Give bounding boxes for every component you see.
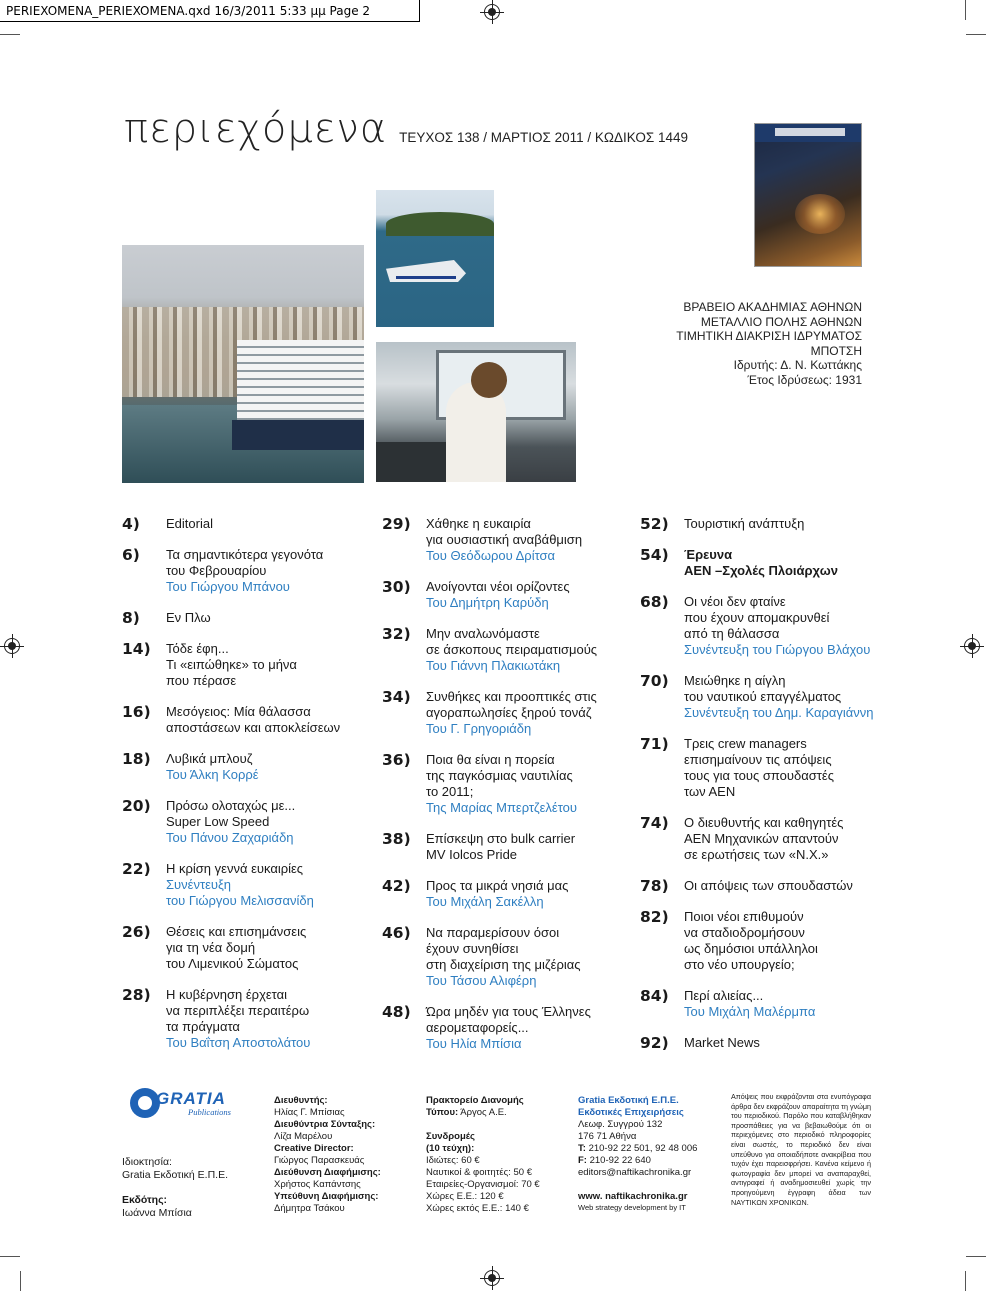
toc-page-number: 14) <box>122 640 151 658</box>
gratia-logo <box>130 1088 234 1122</box>
toc-entry[interactable] <box>122 751 340 783</box>
toc-title: Μην αναλωνόμαστε σε άσκοπους πειραματισμούς <box>426 626 598 657</box>
toc-entry[interactable] <box>122 610 340 626</box>
file-slug: PERIEXOMENA_PERIEXOMENA.qxd 16/3/2011 5:33 μμ Page 2 <box>0 0 420 22</box>
toc-title: Οι απόψεις των σπουδαστών <box>684 878 853 893</box>
toc-page-number: 54) <box>640 546 669 564</box>
toc-title: Market News <box>684 1035 760 1050</box>
toc-page-number: 70) <box>640 672 669 690</box>
toc-author: Του Μιχάλη Μαλέρμπα <box>684 1004 816 1019</box>
toc-entry[interactable] <box>122 704 340 736</box>
founder-line: Ιδρυτής: Δ. Ν. Κωττάκης <box>733 358 862 372</box>
toc-title: Περί αλιείας... <box>684 988 764 1003</box>
toc-page-number: 68) <box>640 593 669 611</box>
award-line: ΤΙΜΗΤΙΚΗ ΔΙΑΚΡΙΣΗ ΙΔΡΥΜΑΤΟΣ <box>676 329 862 343</box>
toc-title: Μειώθηκε η αίγλη του ναυτικού επαγγέλματος <box>684 673 842 704</box>
toc-entry[interactable] <box>382 1004 597 1052</box>
crop-mark <box>0 34 20 35</box>
toc-entry[interactable] <box>640 516 874 532</box>
toc-author: Του Πάνου Ζαχαριάδη <box>166 830 294 845</box>
toc-title: Προς τα μικρά νησιά μας <box>426 878 569 893</box>
disclaimer-text: Απόψεις που εκφράζονται στα ενυπόγραφα άρθρα δεν εκφράζουν απαραίτητα τη γνώμη του περιοδικού. Παρόλο που καταβλήθηκαν προσπάθειες για να βεβαιωθούμε ότι οι περιεχόμενες στο περιοδικό πληροφορίες είναι σωστές, το περιοδικό δεν είναι υπεύθυνο για οποιαδήποτε ανακρίβεια που τυχόν έχει παρεισφρήσει. Κανένα κείμενο ή φωτογραφία δεν μπορεί να αναπαραχθεί, αντιγραφεί ή αναδημοσιευθεί χωρίς την προηγούμενη έγγραφη άδεια των ΝΑΥΤΙΚΩΝ ΧΡΟΝΙΚΩΝ. <box>731 1092 871 1207</box>
staff-value: Γιώργος Παρασκευάς <box>274 1155 365 1166</box>
toc-page-number: 74) <box>640 814 669 832</box>
toc-title: Τόδε έφη... Τι «ειπώθηκε» το μήνα που πέρασε <box>166 641 297 688</box>
toc-page-number: 29) <box>382 515 411 533</box>
toc-entry[interactable] <box>640 736 874 800</box>
toc-author: Του Ηλία Μπίσια <box>426 1036 522 1051</box>
toc-entry[interactable] <box>640 878 874 894</box>
toc-author: Της Μαρίας Μπερτζελέτου <box>426 800 577 815</box>
toc-page-number: 26) <box>122 923 151 941</box>
toc-page-number: 84) <box>640 987 669 1005</box>
issue-info: ΤΕΥΧΟΣ 138 / ΜΑΡΤΙΟΣ 2011 / ΚΩΔΙΚΟΣ 1449 <box>399 130 688 145</box>
company-address: Λεωφ. Συγγρού 132 <box>578 1119 663 1130</box>
toc-entry[interactable] <box>640 547 874 579</box>
toc-column-2 <box>382 516 597 1067</box>
toc-entry[interactable] <box>382 626 597 674</box>
crop-mark <box>966 1256 986 1257</box>
award-line: ΜΠΟΤΣΗ <box>810 343 862 358</box>
toc-title: Η κρίση γεννά ευκαιρίες <box>166 861 304 876</box>
masthead <box>124 106 688 152</box>
crop-mark <box>965 1271 966 1291</box>
toc-title: Πρόσω ολοταχώς με... Super Low Speed <box>166 798 296 829</box>
toc-title: Να παραμερίσουν όσοι έχουν συνηθίσει στη διαχείριση της μιζέριας <box>426 925 581 972</box>
toc-page-number: 34) <box>382 688 411 706</box>
toc-page-number: 4) <box>122 515 140 533</box>
subscriptions-label: Συνδρομές <box>426 1131 475 1142</box>
publisher-label: Εκδότης: <box>122 1194 168 1206</box>
toc-page-number: 22) <box>122 860 151 878</box>
toc-page-number: 46) <box>382 924 411 942</box>
toc-page-number: 71) <box>640 735 669 753</box>
toc-page-number: 16) <box>122 703 151 721</box>
toc-author: Του Μιχάλη Σακέλλη <box>426 894 544 909</box>
toc-author: Του Δημήτρη Καρύδη <box>426 595 549 610</box>
toc-title: Ποια θα είναι η πορεία της παγκόσμιας ναυτιλίας το 2011; <box>426 752 573 799</box>
crop-mark <box>20 1271 21 1291</box>
toc-page-number: 42) <box>382 877 411 895</box>
distribution-label: Πρακτορείο Διανομής <box>426 1095 524 1106</box>
toc-title: Editorial <box>166 516 213 531</box>
toc-title: Ποιοι νέοι επιθυμούν να σταδιοδρομήσουν ως δημόσιοι υπάλληλοι στο νέο υπουργείο; <box>684 909 818 972</box>
toc-author: Συνέντευξη του Γιώργου Μελισσανίδη <box>166 877 314 908</box>
award-line: ΜΕΤΑΛΛΙΟ ΠΟΛΗΣ ΑΘΗΝΩΝ <box>700 314 862 329</box>
bridge-binoculars-photo <box>376 342 576 482</box>
distribution-value: Άργος Α.Ε. <box>460 1107 507 1118</box>
company-address: 176 71 Αθήνα <box>578 1131 637 1142</box>
owner-block <box>122 1156 228 1220</box>
toc-page-number: 38) <box>382 830 411 848</box>
subscription-rate: Εταιρείες-Οργανισμοί: 70 € <box>426 1179 540 1190</box>
toc-entry[interactable] <box>382 878 597 910</box>
crop-mark <box>0 1256 20 1257</box>
toc-entry[interactable] <box>640 988 874 1020</box>
registration-mark-top <box>480 0 504 24</box>
toc-title: Τρεις crew managers επισημαίνουν τις απόψεις τους για τους σπουδαστές των ΑΕΝ <box>684 736 834 799</box>
staff-block <box>274 1095 381 1215</box>
distribution-label: Τύπου: <box>426 1107 459 1118</box>
owner-label: Ιδιοκτησία: <box>122 1156 172 1168</box>
subscription-rate: Ιδιώτες: 60 € <box>426 1155 480 1166</box>
magazine-cover-thumbnail <box>754 123 862 267</box>
toc-title: Επίσκεψη στο bulk carrier MV Iolcos Pride <box>426 831 576 862</box>
subscription-rate: Χώρες Ε.Ε.: 120 € <box>426 1191 504 1202</box>
toc-entry[interactable] <box>382 752 597 816</box>
tel-label: T: <box>578 1143 586 1154</box>
toc-entry[interactable] <box>640 594 874 658</box>
registration-mark-bottom <box>480 1266 504 1290</box>
toc-page-number: 18) <box>122 750 151 768</box>
toc-title: Οι νέοι δεν φταίνε που έχουν απομακρυνθεί από τη θάλασσα <box>684 594 830 641</box>
logo-wordmark: GRATIA <box>156 1089 226 1108</box>
toc-entry[interactable] <box>382 579 597 611</box>
web-credit: Web strategy development by IT <box>578 1203 686 1212</box>
toc-author: Του Γιάννη Πλακιωτάκη <box>426 658 561 673</box>
email-link[interactable]: editors@naftikachronika.gr <box>578 1167 692 1178</box>
toc-column-1 <box>122 516 340 1066</box>
toc-page-number: 30) <box>382 578 411 596</box>
toc-title: Λυβικά μπλουζ <box>166 751 253 766</box>
toc-entry[interactable] <box>640 909 874 973</box>
toc-title: Έρευνα ΑΕΝ –Σχολές Πλοιάρχων <box>684 547 838 578</box>
toc-title: Τουριστική ανάπτυξη <box>684 516 805 531</box>
toc-entry[interactable] <box>382 831 597 863</box>
toc-column-3 <box>640 516 874 1066</box>
toc-entry[interactable] <box>122 987 340 1051</box>
staff-value: Χρήστος Καπάντσης <box>274 1179 361 1190</box>
masthead-title: περιεχόμενα <box>124 106 388 152</box>
subscription-rate: Χώρες εκτός Ε.Ε.: 140 € <box>426 1203 529 1214</box>
toc-entry[interactable] <box>640 1035 874 1051</box>
toc-entry[interactable] <box>382 925 597 989</box>
toc-title: Ανοίγονται νέοι ορίζοντες <box>426 579 570 594</box>
toc-title: Θέσεις και επισημάνσεις για τη νέα δομή του Λιμενικού Σώματος <box>166 924 307 971</box>
toc-entry[interactable] <box>382 516 597 564</box>
fax-label: F: <box>578 1155 587 1166</box>
toc-page-number: 36) <box>382 751 411 769</box>
toc-page-number: 92) <box>640 1034 669 1052</box>
toc-title: Ο διευθυντής και καθηγητές ΑΕΝ Μηχανικών απαντούν σε ερωτήσεις των «Ν.Χ.» <box>684 815 844 862</box>
toc-author: Του Τάσου Αλιφέρη <box>426 973 537 988</box>
toc-title: Η κυβέρνηση έρχεται να περιπλέξει περαιτέρω τα πράγματα <box>166 987 310 1034</box>
toc-page-number: 8) <box>122 609 140 627</box>
staff-value: Ηλίας Γ. Μπίσιας <box>274 1107 345 1118</box>
publisher-value: Ιωάννα Μπίσια <box>122 1207 192 1219</box>
toc-page-number: 6) <box>122 546 140 564</box>
crop-mark <box>965 0 966 20</box>
patrol-boat-photo <box>376 190 494 327</box>
company-description: Εκδοτικές Επιχειρήσεις <box>578 1107 684 1118</box>
toc-title: Ώρα μηδέν για τους Έλληνες αερομεταφορείς... <box>426 1004 591 1035</box>
fax-value: 210-92 22 640 <box>589 1155 651 1166</box>
toc-entry[interactable] <box>122 798 340 846</box>
staff-label: Creative Director: <box>274 1143 354 1154</box>
cruise-ship-port-photo <box>122 245 364 483</box>
toc-page-number: 32) <box>382 625 411 643</box>
staff-label: Διευθυντής: <box>274 1095 328 1106</box>
staff-label: Υπεύθυνη Διαφήμισης: <box>274 1191 379 1202</box>
toc-entry[interactable] <box>640 815 874 863</box>
toc-entry[interactable] <box>122 547 340 595</box>
toc-entry[interactable] <box>122 924 340 972</box>
toc-title: Τα σημαντικότερα γεγονότα του Φεβρουαρίου <box>166 547 324 578</box>
staff-label: Διευθύντρια Σύνταξης: <box>274 1119 376 1130</box>
toc-page-number: 20) <box>122 797 151 815</box>
toc-page-number: 52) <box>640 515 669 533</box>
toc-page-number: 48) <box>382 1003 411 1021</box>
toc-author: Του Βαΐτση Αποστολάτου <box>166 1035 311 1050</box>
awards-block <box>676 300 862 387</box>
registration-mark-right <box>960 634 984 658</box>
toc-page-number: 82) <box>640 908 669 926</box>
award-line: ΒΡΑΒΕΙΟ ΑΚΑΔΗΜΙΑΣ ΑΘΗΝΩΝ <box>683 300 862 314</box>
registration-mark-left <box>0 634 24 658</box>
owner-value: Gratia Εκδοτική Ε.Π.Ε. <box>122 1169 228 1181</box>
company-block <box>578 1095 697 1212</box>
toc-entry[interactable] <box>640 673 874 721</box>
staff-value: Λίζα Μαρέλου <box>274 1131 333 1142</box>
toc-author: Του Γ. Γρηγοριάδη <box>426 721 532 736</box>
founded-year-line: Έτος Ιδρύσεως: 1931 <box>747 372 862 387</box>
toc-entry[interactable] <box>122 641 340 689</box>
toc-page-number: 78) <box>640 877 669 895</box>
subscriptions-label: (10 τεύχη): <box>426 1143 475 1154</box>
toc-author: Του Θεόδωρου Δρίτσα <box>426 548 556 563</box>
toc-entry[interactable] <box>382 689 597 737</box>
crop-mark <box>966 34 986 35</box>
toc-title: Εν Πλω <box>166 610 211 625</box>
toc-title: Μεσόγειος: Μία θάλασσα αποστάσεων και αποκλείσεων <box>166 704 341 735</box>
toc-title: Χάθηκε η ευκαιρία για ουσιαστική αναβάθμιση <box>426 516 583 547</box>
website-link[interactable]: www. naftikachronika.gr <box>578 1191 688 1202</box>
toc-title: Συνθήκες και προοπτικές στις αγοραπωλησίες ξηρού τονάζ <box>426 689 597 720</box>
tel-value: 210-92 22 501, 92 48 006 <box>588 1143 698 1154</box>
subscription-rate: Ναυτικοί & φοιτητές: 50 € <box>426 1167 532 1178</box>
toc-page-number: 28) <box>122 986 151 1004</box>
toc-author: Συνέντευξη του Δημ. Καραγιάννη <box>684 705 874 720</box>
staff-label: Διεύθυνση Διαφήμισης: <box>274 1167 381 1178</box>
staff-value: Δήμητρα Τσάκου <box>274 1203 345 1214</box>
distribution-block <box>426 1095 540 1215</box>
toc-entry[interactable] <box>122 516 340 532</box>
toc-author: Συνέντευξη του Γιώργου Βλάχου <box>684 642 871 657</box>
company-name: Gratia Εκδοτική Ε.Π.Ε. <box>578 1095 679 1106</box>
toc-author: Του Γιώργου Μπάνου <box>166 579 290 594</box>
logo-subtitle: Publications <box>188 1107 231 1117</box>
toc-entry[interactable] <box>122 861 340 909</box>
toc-author: Του Άλκη Κορρέ <box>166 767 259 782</box>
